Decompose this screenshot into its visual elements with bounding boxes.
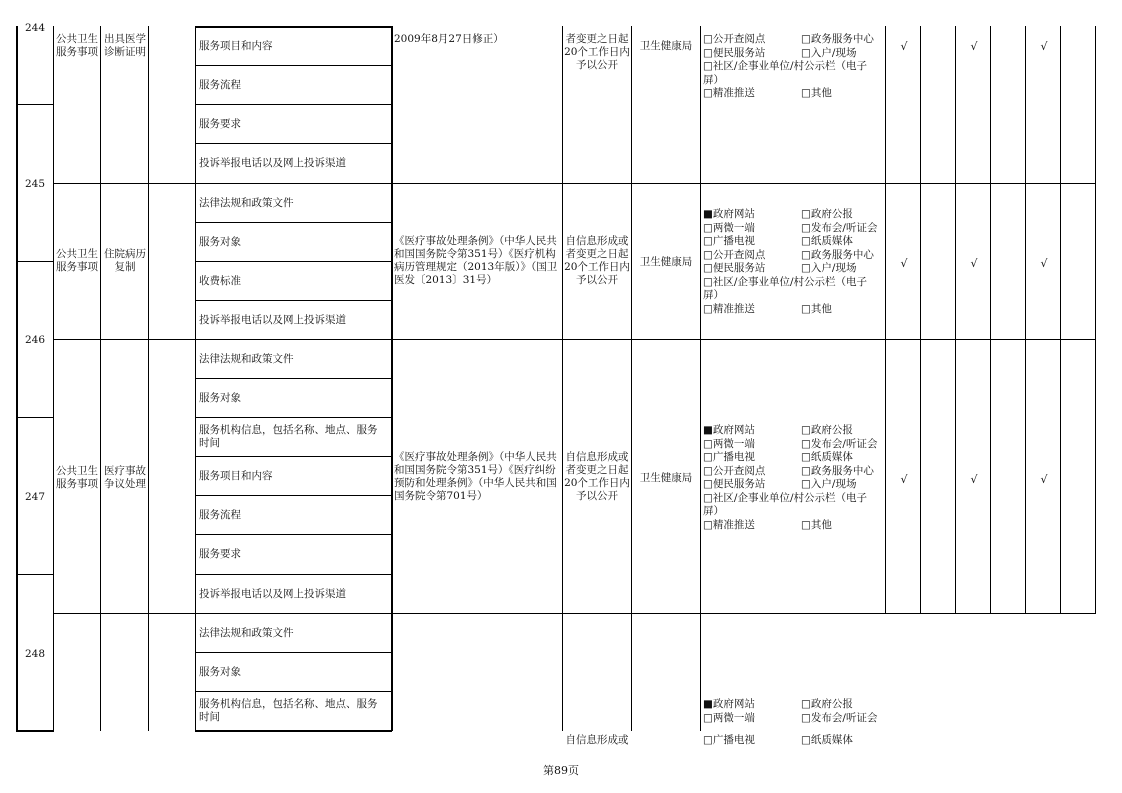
item-cell: 医疗事故争议处理 — [104, 465, 146, 490]
row-number: 245 — [24, 178, 46, 190]
channel-option: □社区/企事业单位/村公示栏（电子屏） — [703, 491, 867, 517]
item-cell: 出具医学诊断证明 — [104, 33, 146, 58]
channel-option: □公开查阅点 — [703, 248, 766, 261]
agency-cell: 卫生健康局 — [639, 40, 693, 52]
content-cell: 服务项目和内容 — [199, 470, 273, 482]
channel-option: □便民服务站 — [703, 478, 766, 490]
time-limit-cell: 自信息形成或者变更之日起20个工作日内予以公开 — [564, 451, 630, 502]
channel-option: □两微一端 — [703, 221, 755, 234]
agency-cell: 卫生健康局 — [639, 472, 693, 484]
time-limit-cell: 者变更之日起20个工作日内予以公开 — [564, 33, 630, 71]
content-cell: 服务对象 — [199, 392, 241, 404]
publish-channels — [703, 698, 883, 748]
channel-option: □公开查阅点 — [703, 464, 766, 477]
content-cell: 投诉举报电话以及网上投诉渠道 — [199, 314, 346, 326]
publish-channels — [703, 424, 883, 534]
channel-option: □广播电视 — [703, 235, 755, 247]
channel-option: □政府公报 — [801, 424, 853, 436]
channel-option: ■政府网站 — [703, 208, 755, 220]
channel-option: □广播电视 — [703, 451, 755, 463]
channel-option: □两微一端 — [703, 437, 755, 450]
basis-cell: 《医疗事故处理条例》（中华人民共和国国务院令第351号）《医疗机构病历管理规定（2013年版）》（国卫医发〔2013〕31号） — [394, 235, 558, 286]
check-mark: √ — [1040, 473, 1048, 486]
item-cell: 住院病历复制 — [104, 248, 146, 273]
row-number: 247 — [24, 491, 46, 503]
content-cell: 服务流程 — [199, 79, 241, 91]
content-cell: 投诉举报电话以及网上投诉渠道 — [199, 157, 346, 169]
publish-channels — [703, 33, 883, 103]
content-cell: 法律法规和政策文件 — [199, 627, 294, 639]
channel-option: □入户/现场 — [801, 46, 857, 59]
content-cell: 服务流程 — [199, 509, 241, 521]
content-cell: 服务机构信息，包括名称、地点、服务时间 — [199, 424, 378, 449]
content-cell: 服务要求 — [199, 118, 241, 130]
channel-option: □发布会/听证会 — [801, 437, 878, 450]
channel-option: □纸质媒体 — [801, 235, 853, 247]
channel-option: □政务服务中心 — [801, 248, 874, 261]
channel-option: □入户/现场 — [801, 478, 857, 490]
check-mark: √ — [970, 257, 978, 270]
channel-option: ■政府网站 — [703, 698, 755, 710]
basis-cell: 《医疗事故处理条例》（中华人民共和国国务院令第351号）《医疗纠纷预防和处理条例》（中华人民共和国国务院令第701号） — [394, 451, 557, 502]
content-cell: 法律法规和政策文件 — [199, 353, 294, 365]
publish-channels — [703, 208, 883, 318]
category-cell: 公共卫生服务事项 — [56, 465, 98, 490]
check-mark: √ — [970, 40, 978, 53]
row-number: 248 — [24, 648, 46, 660]
channel-option: □发布会/听证会 — [801, 221, 878, 234]
time-limit-cell: 自信息形成或者变更之日起20个工作日内予以公开 — [564, 235, 630, 286]
check-mark: √ — [900, 473, 908, 486]
category-cell: 公共卫生服务事项 — [56, 248, 98, 273]
channel-option: □政务服务中心 — [801, 464, 874, 477]
row-number: 246 — [24, 334, 46, 346]
content-cell: 服务对象 — [199, 666, 241, 678]
channel-option: □政务服务中心 — [801, 33, 874, 45]
check-mark: √ — [1040, 40, 1048, 53]
channel-option: ■政府网站 — [703, 424, 755, 436]
check-mark: √ — [900, 40, 908, 53]
content-cell: 服务项目和内容 — [199, 40, 273, 52]
channel-option: □其他 — [801, 87, 832, 99]
channel-option: □便民服务站 — [703, 46, 766, 59]
channel-option: □精准推送 — [703, 302, 755, 315]
channel-option: □公开查阅点 — [703, 33, 766, 45]
row-number: 244 — [24, 22, 46, 34]
channel-option: □其他 — [801, 518, 832, 531]
check-mark: √ — [900, 257, 908, 270]
channel-option: □社区/企事业单位/村公示栏（电子屏） — [703, 60, 867, 86]
time-limit-cell: 自信息形成或 — [565, 734, 629, 746]
channel-option: □入户/现场 — [801, 262, 857, 274]
channel-option: □精准推送 — [703, 87, 755, 99]
channel-option: □纸质媒体 — [801, 734, 853, 746]
channel-option: □便民服务站 — [703, 262, 766, 274]
content-cell: 服务对象 — [199, 236, 241, 248]
category-cell: 公共卫生服务事项 — [56, 33, 98, 58]
check-mark: √ — [970, 473, 978, 486]
content-cell: 收费标准 — [199, 275, 241, 287]
content-cell: 服务机构信息，包括名称、地点、服务时间 — [199, 698, 378, 723]
channel-option: □政府公报 — [801, 208, 853, 220]
agency-cell: 卫生健康局 — [639, 256, 693, 268]
content-cell: 服务要求 — [199, 548, 241, 560]
page-number: 第89页 — [543, 764, 579, 777]
channel-option: □其他 — [801, 302, 832, 315]
channel-option: □政府公报 — [801, 698, 853, 710]
channel-option: □发布会/听证会 — [801, 711, 878, 724]
channel-option: □社区/企事业单位/村公示栏（电子屏） — [703, 275, 867, 301]
channel-option: □广播电视 — [703, 734, 755, 746]
check-mark: √ — [1040, 257, 1048, 270]
content-cell: 投诉举报电话以及网上投诉渠道 — [199, 588, 346, 600]
basis-cell: 2009年8月27日修正） — [394, 33, 504, 45]
channel-option: □精准推送 — [703, 518, 755, 531]
channel-option: □纸质媒体 — [801, 451, 853, 463]
content-cell: 法律法规和政策文件 — [199, 197, 294, 209]
channel-option: □两微一端 — [703, 711, 755, 724]
